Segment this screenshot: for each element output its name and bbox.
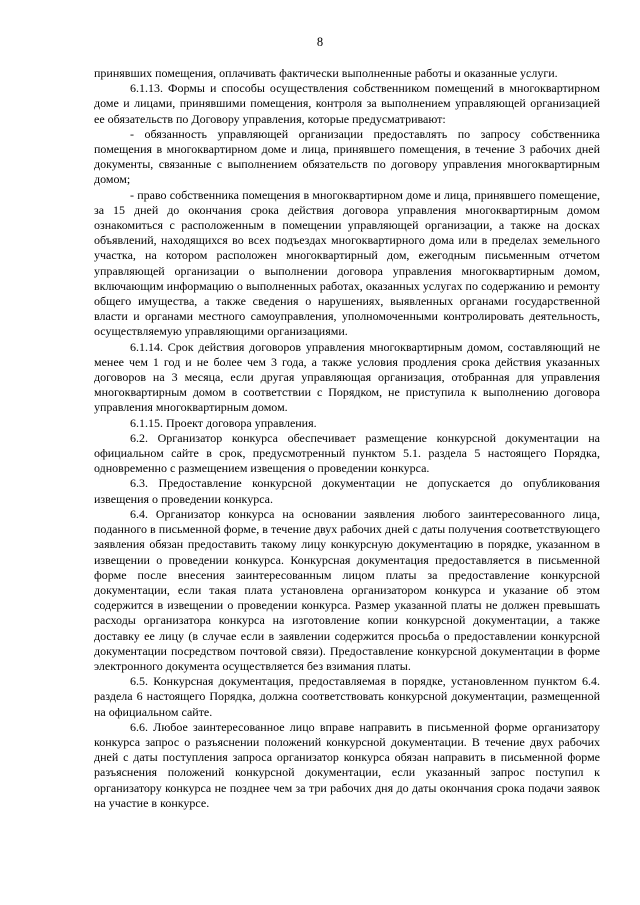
- list-item-obligation: - обязанность управляющей организации предоставлять по запросу собственника помещения в многоквартирном доме и лица, принявшего помещения, в течение 3 рабочих дней документы, связанные с выполнением обязательств по договору управления многоквартирным домом;: [94, 126, 600, 187]
- paragraph-6-5: 6.5. Конкурсная документация, предоставляемая в порядке, установленном пунктом 6.4. раздела 6 настоящего Порядка, должна соответствовать конкурсной документации, размещенной на официальном сайте.: [94, 674, 600, 719]
- document-body: [94, 66, 600, 811]
- list-item-right: - право собственника помещения в многоквартирном доме и лица, принявшего помещение, за 15 дней до окончания срока действия договора управления многоквартирным домом ознакомиться с расположенным в помещении управляющей организации, а также на досках объявлений, находящихся во всех подъездах многоквартирного дома или в пределах земельного участка, на котором расположен многоквартирный дом, ежегодным письменным отчетом управляющей организации о выполнении договора управления многоквартирным домом, включающим информацию о выполненных работах, оказанных услугах по содержанию и ремонту общего имущества, а также сведения о нарушениях, выявленных органами государственной власти и органами местного самоуправления, уполномоченными контролировать деятельность, осуществляемую управляющими организациями.: [94, 187, 600, 339]
- paragraph-6-1-14: 6.1.14. Срок действия договоров управления многоквартирным домом, составляющий не менее чем 1 год и не более чем 3 года, а также условия продления срока действия указанных договоров на 3 месяца, если другая управляющая организация, отобранная для управления многоквартирным домом в соответствии с Порядком, не приступила к выполнению договора управления многоквартирным домом.: [94, 339, 600, 415]
- paragraph-6-6: 6.6. Любое заинтересованное лицо вправе направить в письменной форме организатору конкурса запрос о разъяснении положений конкурсной документации. В течение двух рабочих дней с даты поступления запроса организатор конкурса обязан направить в письменной форме разъяснения положений конкурсной документации, если указанный запрос поступил к организатору конкурса не позднее чем за три рабочих дня до даты окончания срока подачи заявок на участие в конкурсе.: [94, 719, 600, 810]
- paragraph-6-3: 6.3. Предоставление конкурсной документации не допускается до опубликования извещения о проведении конкурса.: [94, 476, 600, 506]
- paragraph-6-2: 6.2. Организатор конкурса обеспечивает размещение конкурсной документации на официальном сайте в срок, предусмотренный пунктом 5.1. раздела 5 настоящего Порядка, одновременно с размещением извещения о проведении конкурса.: [94, 430, 600, 476]
- paragraph: принявших помещения, оплачивать фактически выполненные работы и оказанные услуги.: [94, 66, 558, 80]
- paragraph-6-4: 6.4. Организатор конкурса на основании заявления любого заинтересованного лица, поданного в письменной форме, в течение двух рабочих дней с даты получения соответствующего заявления обязан предоставить такому лицу конкурсную документацию в порядке, указанном в извещении о проведении конкурса. Конкурсная документация предоставляется в письменной форме после внесения заинтересованным лицом платы за предоставление конкурсной документации, если такая плата установлена организатором конкурса и указание об этом содержится в извещении о проведении конкурса. Размер указанной платы не должен превышать расходы организатора конкурса на изготовление копии конкурсной документации, а также доставку ее лицу (в случае если в заявлении содержится просьба о предоставлении конкурсной документации посредством почтовой связи). Предоставление конкурсной документации в форме электронного документа осуществляется без взимания платы.: [94, 506, 600, 673]
- paragraph-6-1-15: 6.1.15. Проект договора управления.: [130, 415, 317, 430]
- paragraph-6-1-13: 6.1.13. Формы и способы осуществления собственником помещений в многоквартирном доме и лицами, принявшими помещения, контроля за выполнением управляющей организацией ее обязательств по Договору управления, которые предусматривают:: [94, 81, 600, 126]
- page-number: 8: [316, 35, 324, 49]
